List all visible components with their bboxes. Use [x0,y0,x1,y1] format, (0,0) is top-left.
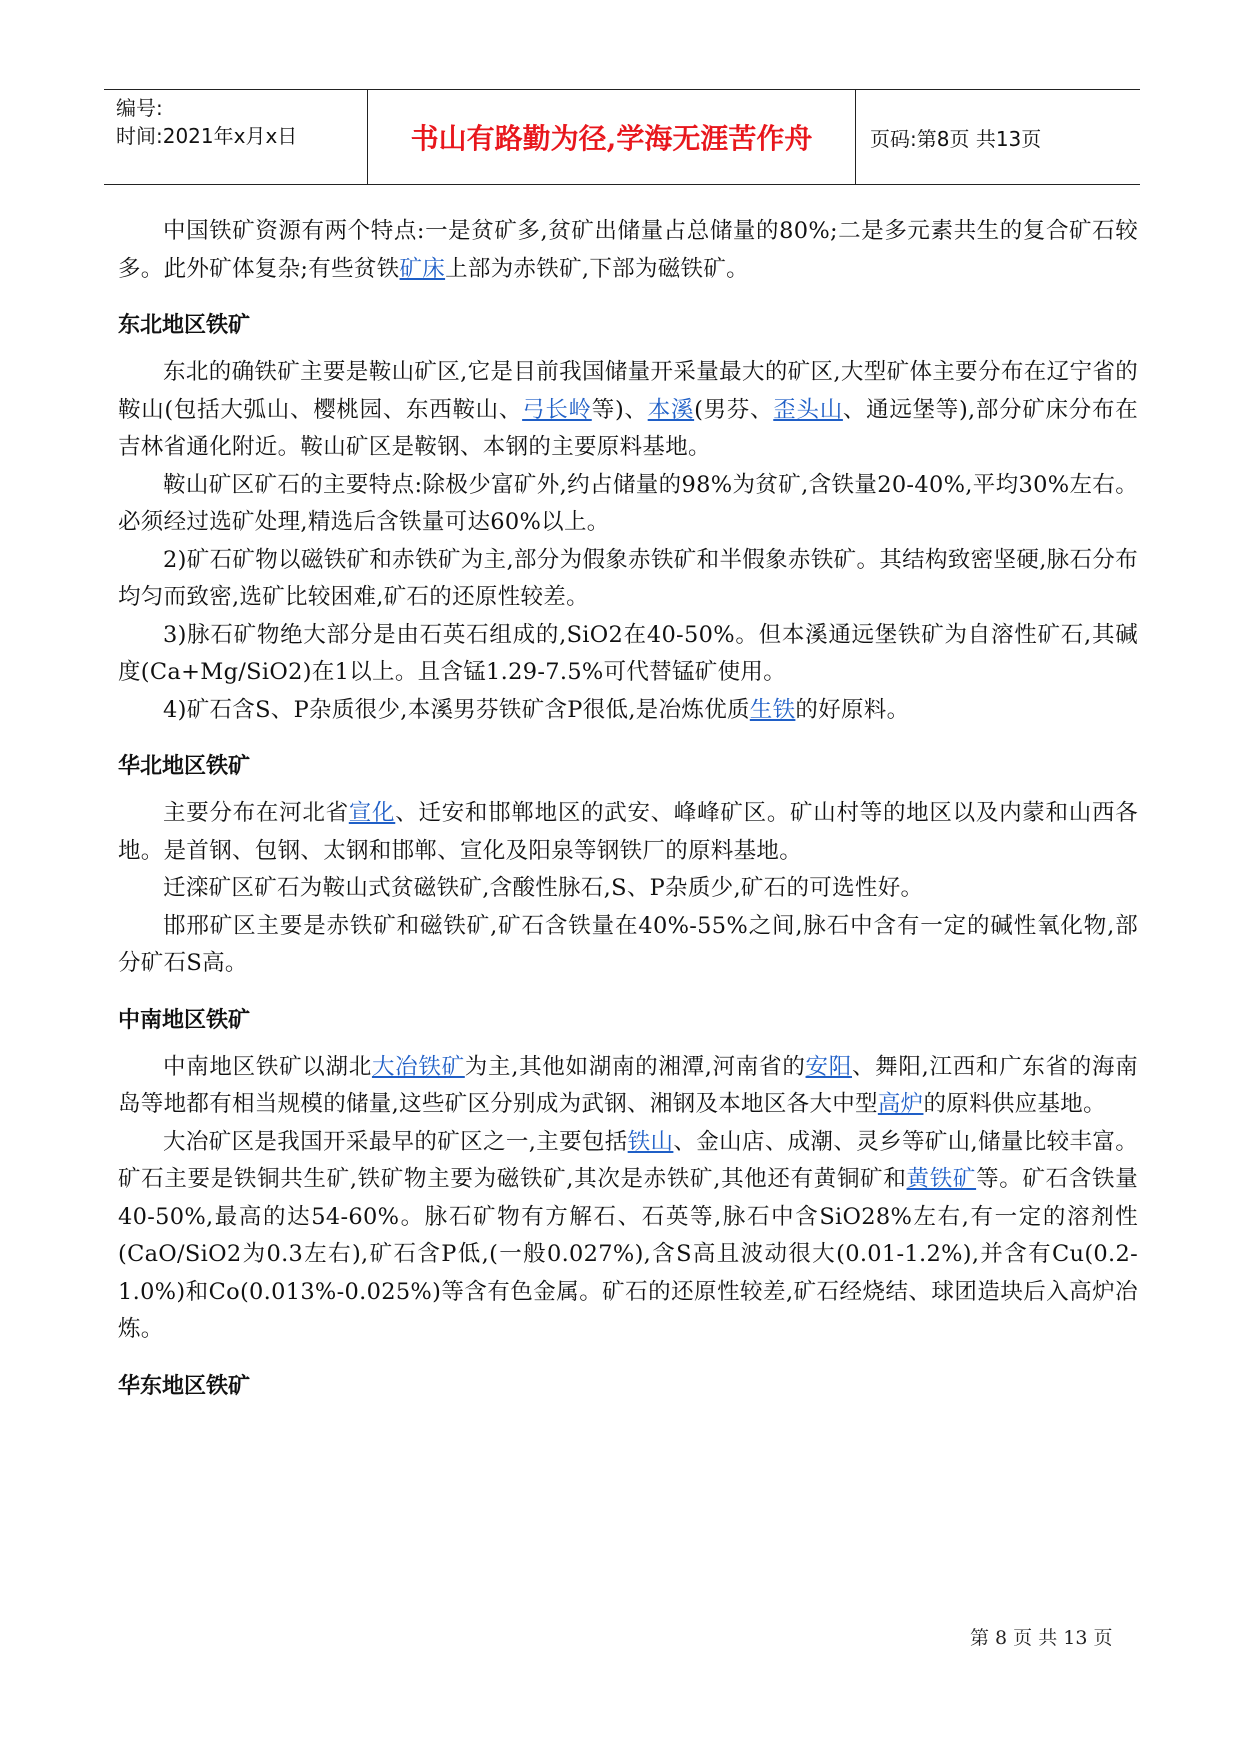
paragraph-impurities [118,692,1138,730]
link-anyang[interactable]: 安阳 [805,1053,852,1080]
text: 为主,其他如湖南的湘潭,河南省的 [464,1053,806,1080]
text: (男芬、 [694,396,774,423]
header-page-label: 页码:第8页 共13页 [870,126,1042,151]
text: 的好原料。 [795,696,910,723]
text: 的原料供应基地。 [923,1091,1106,1117]
link-blast-furnace[interactable]: 高炉 [877,1091,924,1117]
time-label: 时间:2021年x月x日 [116,124,298,148]
text: 等)、 [591,396,648,423]
text: 4)矿石含S、P杂质很少,本溪男芬铁矿含P很低,是冶炼优质 [163,696,750,723]
link-xuanhua[interactable]: 宣化 [348,800,396,826]
text: 、通远堡等),部分矿床分布在吉林省通化附近。鞍山矿区是鞍钢、本钢的主要原料基地。 [118,396,1138,460]
header-meta [104,90,368,184]
text: 、迁安和邯郸地区的武安、峰峰矿区。矿山村等的地区以及内蒙和山西各地。是首钢、包钢、太钢和邯郸、宣化及阳泉等钢铁厂的原料基地。 [118,800,1138,864]
paragraph-intro [118,213,1138,288]
text: 大冶矿区是我国开采最早的矿区之一,主要包括 [163,1128,628,1155]
text: 、金山店、成潮、灵乡等矿山,储量比较丰富。矿石主要是铁铜共生矿,铁矿物主要为磁铁矿,其次是赤铁矿,其他还有黄铜矿和 [118,1128,1138,1192]
paragraph-ore-minerals: 2)矿石矿物以磁铁矿和赤铁矿为主,部分为假象赤铁矿和半假象赤铁矿。其结构致密坚硬,脉石分布均匀而致密,选矿比较困难,矿石的还原性较差。 [118,546,1138,610]
paragraph-central-south [118,1049,1138,1124]
paragraph-daye [118,1124,1138,1349]
link-ore-bed[interactable]: 矿床 [399,255,446,282]
paragraph-gangue: 3)脉石矿物绝大部分是由石英石组成的,SiO2在40-50%。但本溪通远堡铁矿为自溶性矿石,其碱度(Ca+Mg/SiO2)在1以上。且含锰1.29-7.5%可代替锰矿使用。 [118,621,1138,685]
number-label: 编号: [116,96,163,120]
header-motto: 书山有路勤为径,学海无涯苦作舟 [368,90,856,184]
text: 上部为赤铁矿,下部为磁铁矿。 [445,255,749,282]
text: 东北的确铁矿主要是鞍山矿区,它是目前我国储量开采量最大的矿区,大型矿体主要分布在辽宁省的鞍山(包括大弧山、樱桃园、东西鞍山、 [118,359,1138,423]
link-waitoushan[interactable]: 歪头山 [773,396,843,423]
link-pig-iron[interactable]: 生铁 [749,696,796,723]
text: 、舞阳,江西和广东省的海南岛等地都有相当规模的储量,这些矿区分别成为武钢、湘钢及本地区各大中型 [118,1053,1138,1117]
heading-north: 华北地区铁矿 [118,754,251,779]
page-header [104,89,1140,185]
document-body [118,213,1138,1415]
text: 主要分布在河北省 [163,800,349,826]
paragraph-anshan [118,354,1138,467]
text: 等。矿石含铁量40-50%,最高的达54-60%。脉石矿物有方解石、石英等,脉石中含SiO28%左右,有一定的溶剂性(CaO/SiO2为0.3左右),矿石含P低,(一般0.027%),含S高且波动很大(0.01-1.2%),并含有Cu(0.2-1.0%)和Co(0.013%-0.025%)等含有色金属。矿石的还原性较差,矿石经烧结、球团造块后入高炉冶炼。 [118,1166,1139,1342]
paragraph-hanxing: 邯邢矿区主要是赤铁矿和磁铁矿,矿石含铁量在40%-55%之间,脉石中含有一定的碱性氧化物,部分矿石S高。 [118,912,1138,976]
text: 中国铁矿资源有两个特点:一是贫矿多,贫矿出储量占总储量的80%;二是多元素共生的复合矿石较多。此外矿体复杂;有些贫铁 [118,218,1138,282]
paragraph-anshan-features: 鞍山矿区矿石的主要特点:除极少富矿外,约占储量的98%为贫矿,含铁量20-40%,平均30%左右。必须经过选矿处理,精选后含铁量可达60%以上。 [118,471,1138,535]
paragraph-qianluan: 迁滦矿区矿石为鞍山式贫磁铁矿,含酸性脉石,S、P杂质少,矿石的可选性好。 [163,875,924,901]
link-gongchangling[interactable]: 弓长岭 [522,396,592,423]
page-footer: 第 8 页 共 13 页 [970,1627,1113,1649]
link-tieshan[interactable]: 铁山 [627,1128,674,1155]
link-pyrite[interactable]: 黄铁矿 [906,1166,977,1192]
link-benxi[interactable]: 本溪 [647,396,695,423]
heading-northeast: 东北地区铁矿 [118,313,251,338]
link-daye-iron-mine[interactable]: 大冶铁矿 [371,1053,465,1080]
heading-east: 华东地区铁矿 [118,1373,251,1399]
paragraph-north-distribution [118,795,1138,870]
heading-central-south: 中南地区铁矿 [118,1007,251,1033]
text: 中南地区铁矿以湖北 [163,1053,372,1080]
